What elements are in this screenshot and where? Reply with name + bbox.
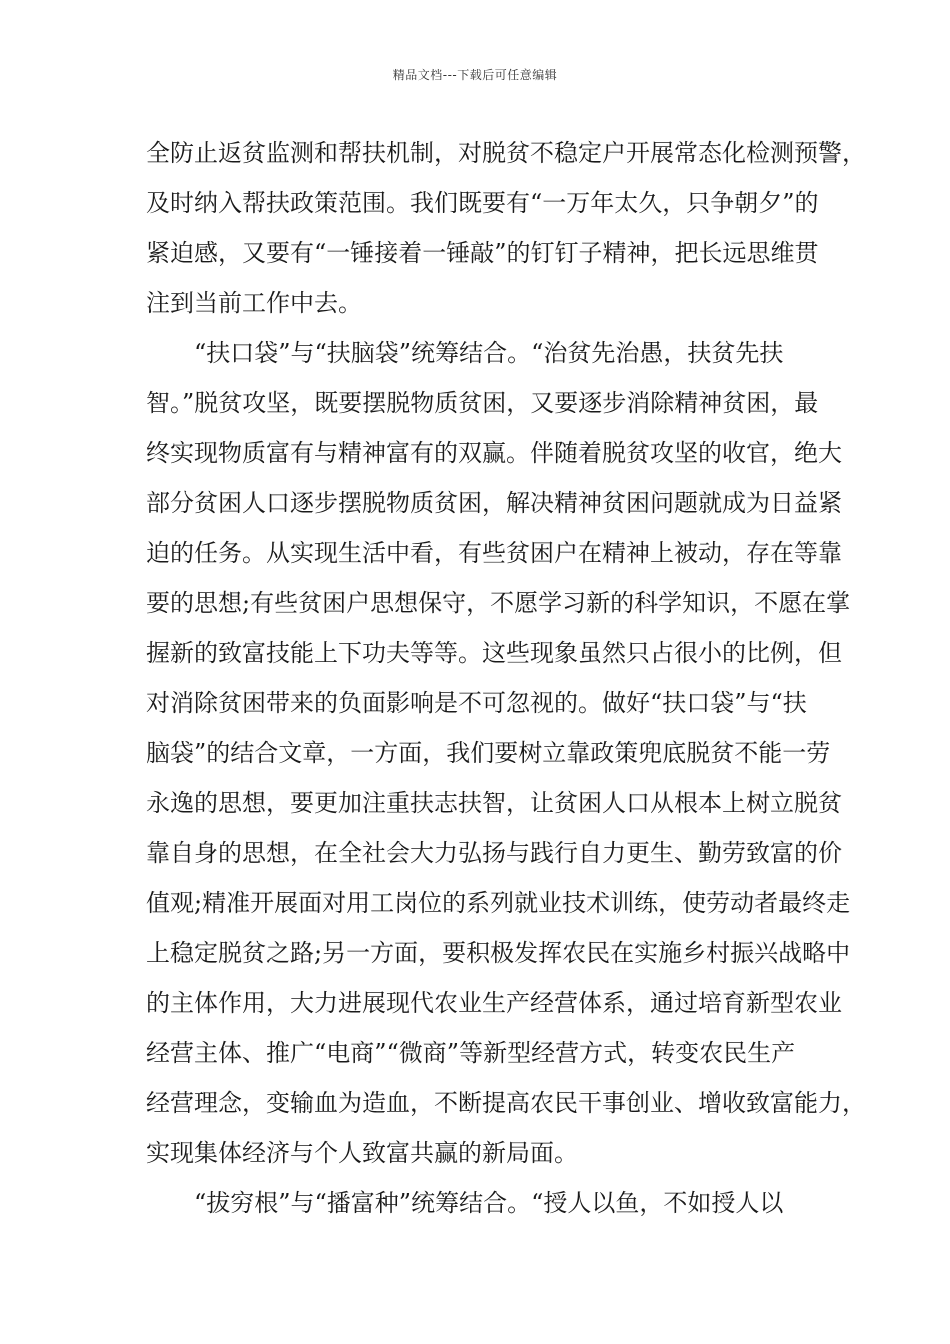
text-line: 及时纳入帮扶政策范围。我们既要有“一万年太久，只争朝夕”的 <box>146 189 819 217</box>
page-header: 精品文档---下载后可任意编辑 <box>392 68 558 82</box>
text-line: 紧迫感，又要有“一锤接着一锤敲”的钉钉子精神，把长远思维贯 <box>146 239 819 267</box>
text-line: 实现集体经济与个人致富共赢的新局面。 <box>146 1139 578 1167</box>
text-line: 终实现物质富有与精神富有的双赢。伴随着脱贫攻坚的收官，绝大 <box>146 439 842 467</box>
text-line: 上稳定脱贫之路;另一方面，要积极发挥农民在实施乡村振兴战略中 <box>146 939 851 967</box>
text-line: 部分贫困人口逐步摆脱物质贫困，解决精神贫困问题就成为日益紧 <box>146 489 842 517</box>
text-line: 脑袋”的结合文章，一方面，我们要树立靠政策兜底脱贫不能一劳 <box>146 739 831 767</box>
text-line: 智。”脱贫攻坚，既要摆脱物质贫困，又要逐步消除精神贫困，最 <box>146 389 819 417</box>
text-line: 要的思想;有些贫困户思想保守，不愿学习新的科学知识，不愿在掌 <box>146 589 851 617</box>
text-line: 靠自身的思想，在全社会大力弘扬与践行自力更生、勤劳致富的价 <box>146 839 842 867</box>
text-line: 注到当前工作中去。 <box>146 289 362 317</box>
text-line: 的主体作用，大力进展现代农业生产经营体系，通过培育新型农业 <box>146 989 842 1017</box>
text-line: 永逸的思想，要更加注重扶志扶智，让贫困人口从根本上树立脱贫 <box>146 789 842 817</box>
text-line: 迫的任务。从实现生活中看，有些贫困户在精神上被动，存在等靠 <box>146 539 842 567</box>
text-line: 经营理念，变输血为造血，不断提高农民干事创业、增收致富能力， <box>146 1089 866 1117</box>
text-line: “拔穷根”与“播富种”统筹结合。“授人以鱼，不如授人以 <box>194 1189 784 1217</box>
text-line: “扶口袋”与“扶脑袋”统筹结合。“治贫先治愚，扶贫先扶 <box>194 339 784 367</box>
text-line: 经营主体、推广“电商”“微商”等新型经营方式，转变农民生产 <box>146 1039 796 1067</box>
text-line: 全防止返贫监测和帮扶机制，对脱贫不稳定户开展常态化检测预警， <box>146 139 866 167</box>
text-line: 对消除贫困带来的负面影响是不可忽视的。做好“扶口袋”与“扶 <box>146 689 807 717</box>
text-line: 握新的致富技能上下功夫等等。这些现象虽然只占很小的比例，但 <box>146 639 842 667</box>
text-line: 值观;精准开展面对用工岗位的系列就业技术训练，使劳动者最终走 <box>146 889 851 917</box>
document-body <box>146 128 866 1228</box>
